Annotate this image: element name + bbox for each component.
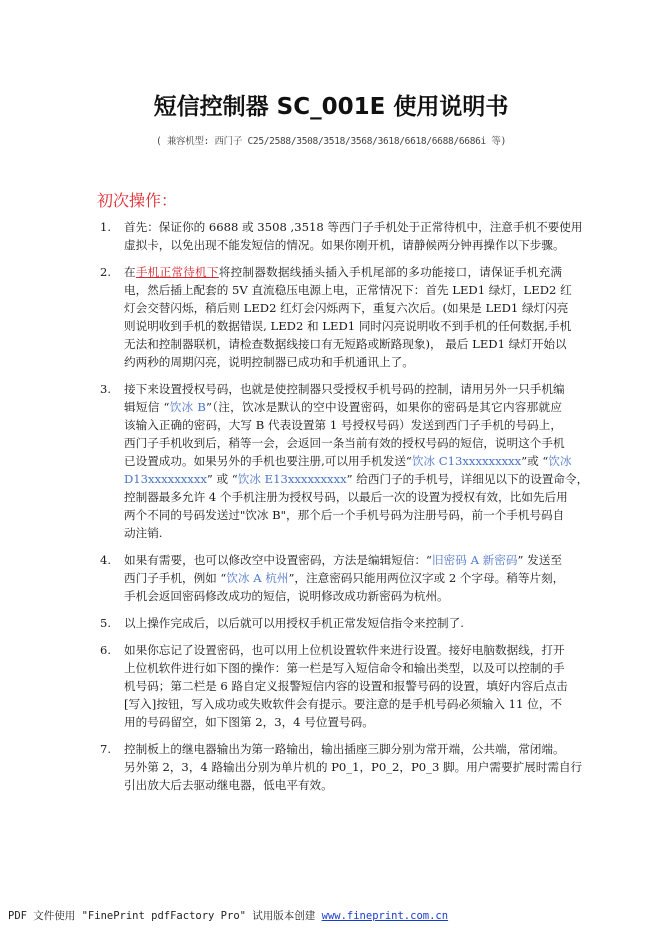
text-segment: 动注销. <box>124 526 163 540</box>
text-line <box>124 695 562 713</box>
text-line <box>124 659 565 677</box>
text-segment: 西门子手机收到后，稍等一会，会返回一条当前有效的授权号码的短信，说明这个手机 <box>124 436 565 450</box>
highlighted-command: 旧密码 A 新密码 <box>432 553 518 567</box>
item-text <box>124 740 583 794</box>
instruction-list <box>100 218 589 803</box>
text-segment: 电，然后插上配套的 5V 直流稳压电源上电，正常情况下：首先 LED1 绿灯，LED2 红 <box>124 283 572 297</box>
text-segment: 该输入正确的密码，大写 B 代表设置第 1 号授权号码）发送到西门子手机的号码上， <box>124 418 562 432</box>
list-item <box>100 263 572 371</box>
text-segment: 如果有需要，也可以修改空中设置密码，方法是编辑短信：“ <box>124 553 432 567</box>
text-segment: ” 发送至 <box>517 553 562 567</box>
text-segment: 虚拟卡，以免出现不能发短信的情况。如果你刚开机，请静候两分钟再操作以下步骤。 <box>124 238 565 252</box>
item-number: 1. <box>100 220 111 234</box>
text-line <box>124 416 562 434</box>
text-segment: 已设置成功。如果另外的手机也要注册,可以用手机发送“ <box>124 454 412 468</box>
text-line <box>124 398 562 416</box>
text-line <box>124 524 562 542</box>
text-line <box>124 218 583 236</box>
text-segment: 两个不同的号码发送过"饮冰 B"，那个后一个手机号码为注册号码，前一个手机号码自 <box>124 508 565 522</box>
text-line <box>124 551 562 569</box>
text-line <box>124 776 562 794</box>
text-segment: ” 给西门子的手机号，详细见以下的设置命令， <box>346 472 589 486</box>
item-text <box>124 380 589 542</box>
text-segment: 西门子手机，例如 “ <box>124 571 227 585</box>
text-line <box>124 281 572 299</box>
document-title: 短信控制器 SC_001E 使用说明书 <box>153 94 509 120</box>
text-segment: 灯会交替闪烁，稍后则 LED2 红灯会闪烁两下，重复六次后。(如果是 LED1 绿灯闪亮 <box>124 301 569 315</box>
text-segment: 将控制器数据线插头插入手机尾部的多功能接口，请保证手机充满 <box>218 265 562 279</box>
text-line <box>124 380 565 398</box>
underlined-emphasis: 手机正常待机下 <box>135 265 219 279</box>
highlighted-command: D13xxxxxxxxx <box>124 472 207 486</box>
list-item <box>100 551 565 605</box>
item-text <box>124 218 583 254</box>
text-segment: 则说明收到手机的数据错误, LED2 和 LED1 同时闪亮说明收不到手机的任何数据,手机 <box>124 319 572 333</box>
footer-text: PDF 文件使用 "FinePrint pdfFactory Pro" 试用版本创建 <box>8 910 322 922</box>
text-line <box>124 614 562 632</box>
text-segment: 引出放大后去驱动继电器，低电平有效。 <box>124 778 333 792</box>
item-text <box>124 551 565 605</box>
highlighted-command: 饮冰 E13xxxxxxxxx <box>237 472 347 486</box>
text-segment: 控制板上的继电器输出为第一路输出，输出插座三脚分别为常开端，公共端，常闭端。 <box>124 742 565 756</box>
text-segment: 接下来设置授权号码，也就是使控制器只受授权手机号码的控制，请用另外一只手机编 <box>124 382 565 396</box>
text-segment: 以上操作完成后，以后就可以用授权手机正常发短信指令来控制了. <box>124 616 464 630</box>
text-line <box>124 758 583 776</box>
text-segment: 用的号码留空，如下图第 2，3，4 号位置号码。 <box>124 715 374 729</box>
text-segment: 辑短信 “ <box>124 400 170 414</box>
text-line <box>124 236 565 254</box>
text-line <box>124 317 572 335</box>
highlighted-command: 饮冰 A 杭州 <box>226 571 289 585</box>
text-line <box>124 740 565 758</box>
item-number: 7. <box>100 742 111 756</box>
item-text <box>124 641 568 731</box>
highlighted-command: 饮冰 B <box>169 400 206 414</box>
text-line <box>124 335 567 353</box>
list-item <box>100 740 583 794</box>
text-segment: ”或 “ <box>521 454 549 468</box>
highlighted-command: 饮冰 C13xxxxxxxxx <box>411 454 522 468</box>
text-segment: ” 或 “ <box>206 472 238 486</box>
item-number: 2. <box>100 265 111 279</box>
compatible-models-subtitle: ( 兼容机型: 西门子 C25/2588/3508/3518/3568/3618/6618/6688/6686i 等) <box>156 136 506 147</box>
list-item <box>100 641 568 731</box>
text-line <box>124 506 565 524</box>
text-segment: 手机会返回密码修改成功的短信，说明修改成功新密码为杭州。 <box>124 589 449 603</box>
list-item <box>100 380 589 542</box>
text-segment: ”（注，饮冰是默认的空中设置密码，如果你的密码是其它内容那就应 <box>205 400 562 414</box>
text-line <box>124 641 565 659</box>
text-segment: 首先：保证你的 6688 或 3508 ,3518 等西门子手机处于正常待机中，注意手机不要使用 <box>124 220 583 234</box>
text-line <box>124 353 562 371</box>
text-line <box>124 569 565 587</box>
list-item <box>100 614 562 632</box>
item-text <box>124 614 562 632</box>
text-segment: 另外第 2，3，4 路输出分别为单片机的 P0_1，P0_2，P0_3 脚。用户需要扩展时需自行 <box>124 760 583 774</box>
text-line <box>124 587 562 605</box>
text-segment: 无法和控制器联机，请检查数据线接口有无短路或断路现象)， 最后 LED1 绿灯开始以 <box>124 337 567 351</box>
item-number: 4. <box>100 553 111 567</box>
text-segment: [写入]按钮，写入成功或失败软件会有提示。要注意的是手机号码必须输入 11 位，不 <box>124 697 562 711</box>
section-heading: 初次操作： <box>97 191 178 210</box>
highlighted-command: 饮冰 <box>548 454 572 468</box>
text-segment: ”，注意密码只能用两位汉字或 2 个字母。稍等片刻， <box>288 571 565 585</box>
text-line <box>124 488 568 506</box>
text-segment: 上位机软件进行如下图的操作：第一栏是写入短信命令和输出类型，以及可以控制的手 <box>124 661 565 675</box>
text-line <box>124 299 569 317</box>
item-number: 6. <box>100 643 111 657</box>
text-line <box>124 677 568 695</box>
text-segment: 机号码；第二栏是 6 路自定义报警短信内容的设置和报警号码的设置，填好内容后点击 <box>124 679 568 693</box>
text-line <box>124 434 565 452</box>
item-number: 3. <box>100 382 111 396</box>
text-line <box>124 263 562 281</box>
footer <box>8 908 448 923</box>
text-segment: 在 <box>124 265 136 279</box>
text-segment: 如果你忘记了设置密码，也可以用上位机设置软件来进行设置。接好电脑数据线，打开 <box>124 643 565 657</box>
text-line <box>124 470 589 488</box>
text-segment: 约两秒的周期闪亮，说明控制器已成功和手机通讯上了。 <box>124 355 414 369</box>
text-line <box>124 452 572 470</box>
list-item <box>100 218 583 254</box>
text-segment: 控制器最多允许 4 个手机注册为授权号码，以最后一次的设置为授权有效，比如先后用 <box>124 490 568 504</box>
item-text <box>124 263 572 371</box>
text-line <box>124 713 562 731</box>
item-number: 5. <box>100 616 111 630</box>
footer-link[interactable]: www.fineprint.com.cn <box>321 910 449 922</box>
